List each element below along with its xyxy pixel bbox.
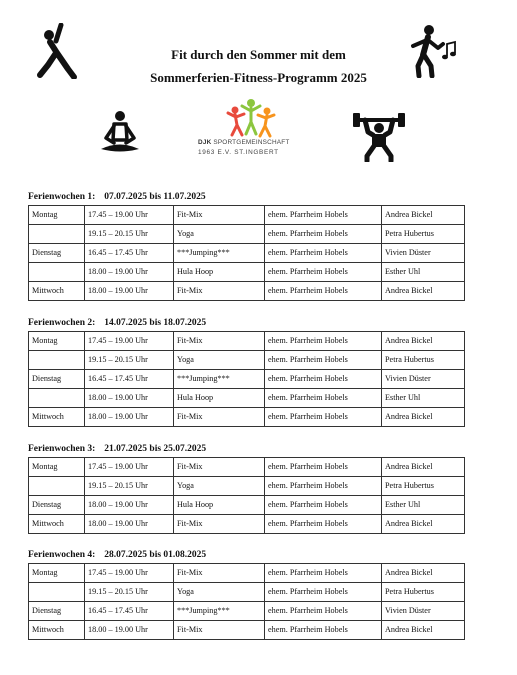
week-header xyxy=(28,191,464,205)
trainer-cell: Esther Uhl xyxy=(382,389,465,408)
table-row xyxy=(29,564,465,583)
place-cell: ehem. Pfarrheim Hobels xyxy=(265,206,382,225)
trainer-cell: Andrea Bickel xyxy=(382,282,465,301)
day-cell xyxy=(29,351,85,370)
place-cell: ehem. Pfarrheim Hobels xyxy=(265,351,382,370)
course-cell: Yoga xyxy=(174,583,265,602)
course-cell: Fit-Mix xyxy=(174,621,265,640)
course-cell: Fit-Mix xyxy=(174,332,265,351)
place-cell: ehem. Pfarrheim Hobels xyxy=(265,282,382,301)
day-cell: Mittwoch xyxy=(29,515,85,534)
time-cell: 19.15 – 20.15 Uhr xyxy=(85,583,174,602)
place-cell: ehem. Pfarrheim Hobels xyxy=(265,263,382,282)
time-cell: 16.45 – 17.45 Uhr xyxy=(85,370,174,389)
day-cell: Montag xyxy=(29,564,85,583)
day-cell: Dienstag xyxy=(29,370,85,389)
time-cell: 17.45 – 19.00 Uhr xyxy=(85,206,174,225)
week-header xyxy=(28,549,464,563)
trainer-cell: Esther Uhl xyxy=(382,263,465,282)
day-cell xyxy=(29,263,85,282)
course-cell: ***Jumping*** xyxy=(174,602,265,621)
trainer-cell: Petra Hubertus xyxy=(382,225,465,244)
place-cell: ehem. Pfarrheim Hobels xyxy=(265,564,382,583)
place-cell: ehem. Pfarrheim Hobels xyxy=(265,496,382,515)
time-cell: 17.45 – 19.00 Uhr xyxy=(85,564,174,583)
course-cell: Yoga xyxy=(174,477,265,496)
course-cell: Fit-Mix xyxy=(174,408,265,427)
table-row xyxy=(29,244,465,263)
time-cell: 18.00 – 19.00 Uhr xyxy=(85,515,174,534)
time-cell: 18.00 – 19.00 Uhr xyxy=(85,621,174,640)
club-logo-figures-icon xyxy=(222,98,280,138)
time-cell: 19.15 – 20.15 Uhr xyxy=(85,477,174,496)
trainer-cell: Andrea Bickel xyxy=(382,408,465,427)
time-cell: 18.00 – 19.00 Uhr xyxy=(85,389,174,408)
day-cell: Mittwoch xyxy=(29,621,85,640)
table-row xyxy=(29,332,465,351)
course-cell: Hula Hoop xyxy=(174,389,265,408)
week-header xyxy=(28,443,464,457)
table-row xyxy=(29,408,465,427)
place-cell: ehem. Pfarrheim Hobels xyxy=(265,370,382,389)
trainer-cell: Andrea Bickel xyxy=(382,621,465,640)
meditation-icon xyxy=(97,110,143,156)
time-cell: 16.45 – 17.45 Uhr xyxy=(85,244,174,263)
week-label: Ferienwochen 4: xyxy=(28,550,96,560)
table-row xyxy=(29,351,465,370)
club-logo xyxy=(196,98,314,164)
table-row xyxy=(29,477,465,496)
course-cell: Fit-Mix xyxy=(174,564,265,583)
time-cell: 19.15 – 20.15 Uhr xyxy=(85,351,174,370)
day-cell: Mittwoch xyxy=(29,408,85,427)
course-cell: ***Jumping*** xyxy=(174,244,265,263)
logo-prefix: DJK xyxy=(198,139,212,146)
weightlifter-icon xyxy=(352,110,406,162)
place-cell: ehem. Pfarrheim Hobels xyxy=(265,621,382,640)
place-cell: ehem. Pfarrheim Hobels xyxy=(265,244,382,263)
trainer-cell: Esther Uhl xyxy=(382,496,465,515)
week-label: Ferienwochen 3: xyxy=(28,444,96,454)
table-row xyxy=(29,515,465,534)
page-title-line1: Fit durch den Sommer mit dem xyxy=(171,47,346,62)
week-block-4 xyxy=(28,549,464,640)
place-cell: ehem. Pfarrheim Hobels xyxy=(265,602,382,621)
course-cell: Yoga xyxy=(174,351,265,370)
week-range: 07.07.2025 bis 11.07.2025 xyxy=(104,192,206,202)
week-range: 28.07.2025 bis 01.08.2025 xyxy=(104,550,207,560)
schedule-table xyxy=(28,331,465,427)
trainer-cell: Andrea Bickel xyxy=(382,332,465,351)
course-cell: Hula Hoop xyxy=(174,496,265,515)
table-row xyxy=(29,621,465,640)
day-cell xyxy=(29,583,85,602)
table-row xyxy=(29,263,465,282)
day-cell: Montag xyxy=(29,332,85,351)
time-cell: 18.00 – 19.00 Uhr xyxy=(85,408,174,427)
day-cell: Dienstag xyxy=(29,496,85,515)
time-cell: 17.45 – 19.00 Uhr xyxy=(85,332,174,351)
dancer-music-icon xyxy=(405,22,459,78)
day-cell xyxy=(29,477,85,496)
course-cell: Yoga xyxy=(174,225,265,244)
trainer-cell: Petra Hubertus xyxy=(382,477,465,496)
day-cell: Montag xyxy=(29,458,85,477)
page-title-line2: Sommerferien-Fitness-Programm 2025 xyxy=(150,70,367,85)
week-label: Ferienwochen 2: xyxy=(28,318,96,328)
logo-title: SPORTGEMEINSCHAFT xyxy=(213,139,290,146)
trainer-cell: Andrea Bickel xyxy=(382,458,465,477)
trainer-cell: Andrea Bickel xyxy=(382,564,465,583)
time-cell: 17.45 – 19.00 Uhr xyxy=(85,458,174,477)
week-block-2 xyxy=(28,317,464,427)
course-cell: Fit-Mix xyxy=(174,458,265,477)
table-row xyxy=(29,370,465,389)
week-block-1 xyxy=(28,191,464,301)
trainer-cell: Petra Hubertus xyxy=(382,583,465,602)
yoga-pose-icon xyxy=(34,23,80,79)
place-cell: ehem. Pfarrheim Hobels xyxy=(265,458,382,477)
schedule-table xyxy=(28,457,465,534)
day-cell: Mittwoch xyxy=(29,282,85,301)
trainer-cell: Andrea Bickel xyxy=(382,515,465,534)
trainer-cell: Vivien Düster xyxy=(382,370,465,389)
table-row xyxy=(29,602,465,621)
place-cell: ehem. Pfarrheim Hobels xyxy=(265,408,382,427)
table-row xyxy=(29,282,465,301)
table-row xyxy=(29,458,465,477)
time-cell: 16.45 – 17.45 Uhr xyxy=(85,602,174,621)
place-cell: ehem. Pfarrheim Hobels xyxy=(265,477,382,496)
week-range: 21.07.2025 bis 25.07.2025 xyxy=(104,444,207,454)
place-cell: ehem. Pfarrheim Hobels xyxy=(265,583,382,602)
week-range: 14.07.2025 bis 18.07.2025 xyxy=(104,318,207,328)
table-row xyxy=(29,496,465,515)
table-row xyxy=(29,225,465,244)
place-cell: ehem. Pfarrheim Hobels xyxy=(265,515,382,534)
week-block-3 xyxy=(28,443,464,534)
time-cell: 18.00 – 19.00 Uhr xyxy=(85,496,174,515)
logo-name xyxy=(198,139,289,146)
schedule-table xyxy=(28,205,465,301)
table-row xyxy=(29,206,465,225)
course-cell: Fit-Mix xyxy=(174,206,265,225)
place-cell: ehem. Pfarrheim Hobels xyxy=(265,332,382,351)
day-cell: Dienstag xyxy=(29,244,85,263)
trainer-cell: Andrea Bickel xyxy=(382,206,465,225)
course-cell: Fit-Mix xyxy=(174,282,265,301)
day-cell xyxy=(29,225,85,244)
time-cell: 19.15 – 20.15 Uhr xyxy=(85,225,174,244)
course-cell: ***Jumping*** xyxy=(174,370,265,389)
table-row xyxy=(29,583,465,602)
time-cell: 18.00 – 19.00 Uhr xyxy=(85,282,174,301)
table-row xyxy=(29,389,465,408)
day-cell: Dienstag xyxy=(29,602,85,621)
week-header xyxy=(28,317,464,331)
day-cell: Montag xyxy=(29,206,85,225)
course-cell: Hula Hoop xyxy=(174,263,265,282)
course-cell: Fit-Mix xyxy=(174,515,265,534)
place-cell: ehem. Pfarrheim Hobels xyxy=(265,389,382,408)
trainer-cell: Vivien Düster xyxy=(382,602,465,621)
trainer-cell: Vivien Düster xyxy=(382,244,465,263)
logo-subline: 1963 E.V. ST.INGBERT xyxy=(198,149,279,156)
day-cell xyxy=(29,389,85,408)
trainer-cell: Petra Hubertus xyxy=(382,351,465,370)
week-label: Ferienwochen 1: xyxy=(28,192,96,202)
schedule-table xyxy=(28,563,465,640)
place-cell: ehem. Pfarrheim Hobels xyxy=(265,225,382,244)
time-cell: 18.00 – 19.00 Uhr xyxy=(85,263,174,282)
